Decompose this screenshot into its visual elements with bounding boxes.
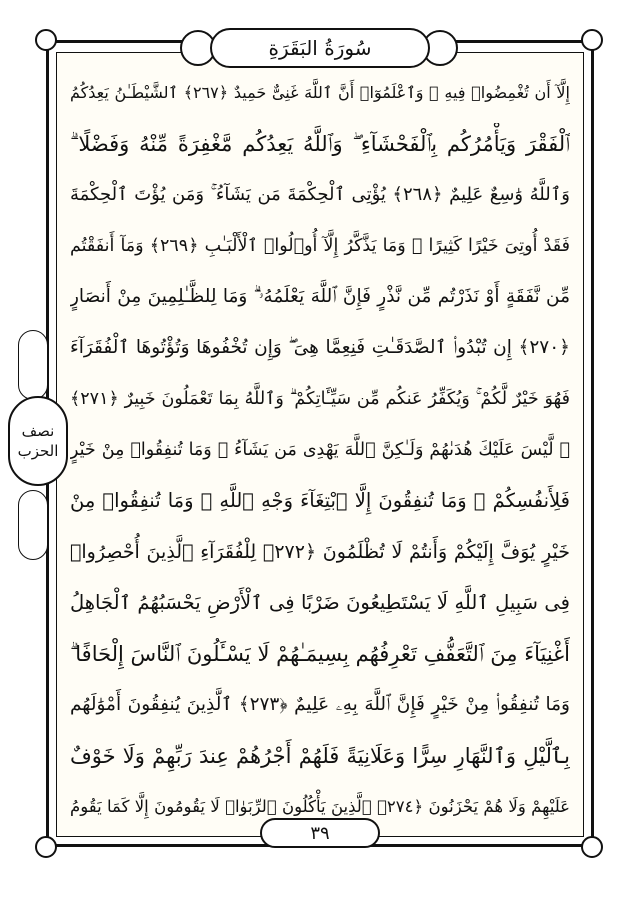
text-line: خَيْرٍ يُوَفَّ إِلَيْكُمْ وَأَنتُمْ لَا تُظْلَمُونَ ﴿٢٧٢﴾ لِلْفُقَرَآءِ ٱلَّذِينَ أُحْصِرُوا۟ <box>70 541 570 563</box>
page-number-badge <box>260 818 380 848</box>
text-line: فَهُوَ خَيْرٌ لَّكُمْ ۚ وَيُكَفِّرُ عَنكُم مِّن سَيِّـَٔاتِكُمْ ۗ وَٱللَّهُ بِمَا تَعْمَلُونَ خَبِيرٌ ﴿٢٧١﴾ <box>70 389 570 409</box>
text-line: إِلَّآ أَن تُغْمِضُوا۟ فِيهِ ۚ وَٱعْلَمُوٓا۟ أَنَّ ٱللَّهَ غَنِىٌّ حَمِيدٌ ﴿٢٦٧﴾ ٱلشَّيْطَـٰنُ يَعِدُكُمُ <box>70 83 570 102</box>
corner-ornament-bottom-left <box>35 836 57 858</box>
hizb-marker-line2: الحزب <box>17 442 59 460</box>
hizb-marker <box>8 396 68 486</box>
text-line: وَمَا تُنفِقُوا۟ مِنْ خَيْرٍ فَإِنَّ ٱللَّهَ بِهِۦ عَلِيمٌ ﴿٢٧٣﴾ ٱلَّذِينَ يُنفِقُونَ أَمْوَٰلَهُم <box>70 694 570 715</box>
text-line: أَغْنِيَآءَ مِنَ ٱلتَّعَفُّفِ تَعْرِفُهُم بِسِيمَـٰهُمْ لَا يَسْـَٔلُونَ ٱلنَّاسَ إِلْحَافًا ۗ <box>70 642 570 666</box>
text-line: وَٱللَّهُ وَٰسِعٌ عَلِيمٌ ﴿٢٦٨﴾ يُؤْتِى ٱلْحِكْمَةَ مَن يَشَآءُ ۚ وَمَن يُؤْتَ ٱلْحِكْمَةَ <box>70 184 570 205</box>
text-line: ٱلْفَقْرَ وَيَأْمُرُكُم بِٱلْفَحْشَآءِ ۖ وَٱللَّهُ يَعِدُكُم مَّغْفِرَةً مِّنْهُ وَفَضْلًا ۗ <box>70 132 570 156</box>
side-ornament-lower <box>18 490 48 560</box>
text-line: فَلِأَنفُسِكُمْ ۚ وَمَا تُنفِقُونَ إِلَّا ٱبْتِغَآءَ وَجْهِ ٱللَّهِ ۚ وَمَا تُنفِقُوا۟ مِنْ <box>70 489 570 512</box>
text-line: عَلَيْهِمْ وَلَا هُمْ يَحْزَنُونَ ﴿٢٧٤﴾ ٱلَّذِينَ يَأْكُلُونَ ٱلرِّبَوٰا۟ لَا يَقُومُونَ إِلَّا كَمَا يَقُومُ <box>70 797 570 816</box>
surah-name: سُورَةُ البَقَرَةِ <box>268 36 372 60</box>
corner-ornament-top-right <box>581 29 603 51</box>
text-line: فَقَدْ أُوتِىَ خَيْرًا كَثِيرًا ۗ وَمَا يَذَّكَّرُ إِلَّآ أُو۟لُوا۟ ٱلْأَلْبَـٰبِ ﴿٢٦٩﴾ وَمَآ أَنفَقْتُم <box>70 236 570 256</box>
text-line: مِّن نَّفَقَةٍ أَوْ نَذَرْتُم مِّن نَّذْرٍ فَإِنَّ ٱللَّهَ يَعْلَمُهُۥ ۗ وَمَا لِلظَّـٰلِمِينَ مِنْ أَنصَارٍ <box>70 286 570 307</box>
corner-ornament-bottom-right <box>581 836 603 858</box>
quran-text <box>70 72 570 828</box>
surah-header <box>210 28 430 68</box>
hizb-marker-line1: نصف <box>21 422 55 440</box>
side-ornament-upper <box>18 330 48 400</box>
corner-ornament-top-left <box>35 29 57 51</box>
text-line: فِى سَبِيلِ ٱللَّهِ لَا يَسْتَطِيعُونَ ضَرْبًا فِى ٱلْأَرْضِ يَحْسَبُهُمُ ٱلْجَاهِلُ <box>70 591 570 614</box>
text-line: ۞ لَّيْسَ عَلَيْكَ هُدَىٰهُمْ وَلَـٰكِنَّ ٱللَّهَ يَهْدِى مَن يَشَآءُ ۗ وَمَا تُنفِقُوا۟ مِنْ خَيْرٍ <box>70 440 570 460</box>
page-number: ٣٩ <box>310 822 330 844</box>
text-line: بِٱلَّيْلِ وَٱلنَّهَارِ سِرًّا وَعَلَانِيَةً فَلَهُمْ أَجْرُهُمْ عِندَ رَبِّهِمْ وَلَا خَوْفٌ <box>70 744 570 768</box>
text-line: ﴿٢٧٠﴾ إِن تُبْدُوا۟ ٱلصَّدَقَـٰتِ فَنِعِمَّا هِىَ ۖ وَإِن تُخْفُوهَا وَتُؤْتُوهَا ٱلْفُقَرَآءَ <box>70 337 570 358</box>
